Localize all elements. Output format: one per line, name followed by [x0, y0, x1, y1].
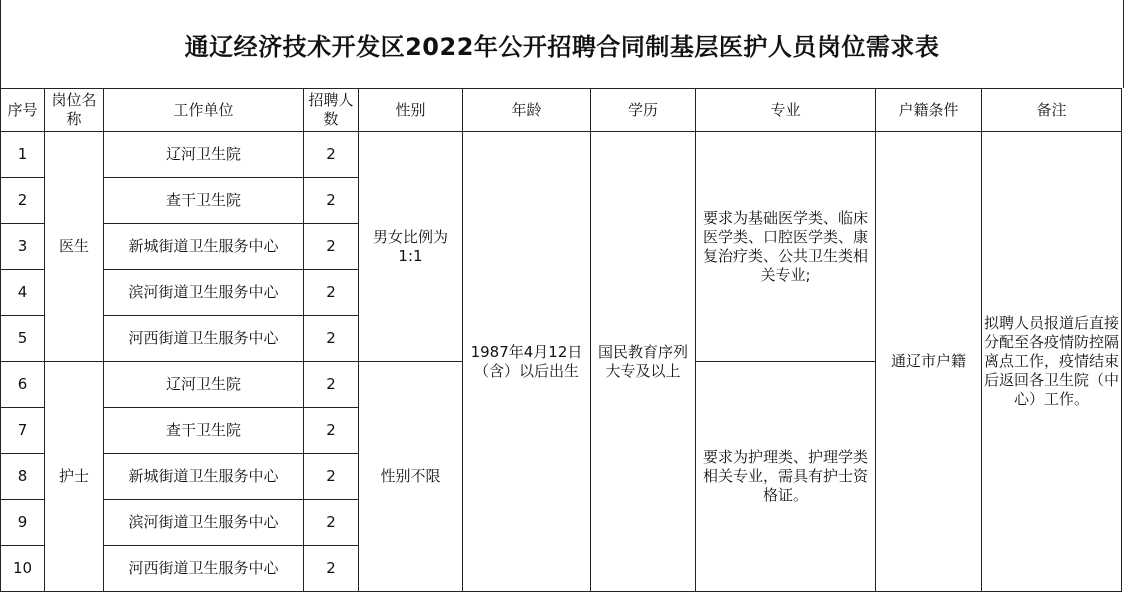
cell-seq: 4: [1, 270, 45, 316]
cell-count: 2: [304, 546, 359, 592]
cell-remark: 拟聘人员报道后直接分配至各疫情防控隔离点工作，疫情结束后返回各卫生院（中心）工作。: [982, 132, 1122, 592]
cell-count: 2: [304, 316, 359, 362]
position-requirements-table: [0, 88, 1122, 592]
cell-position-doctor: 医生: [45, 132, 104, 362]
cell-count: 2: [304, 454, 359, 500]
cell-unit: 河西街道卫生服务中心: [104, 316, 304, 362]
cell-seq: 1: [1, 132, 45, 178]
header-education: 学历: [591, 89, 696, 132]
cell-major-doctor: 要求为基础医学类、临床医学类、口腔医学类、康复治疗类、公共卫生类相关专业;: [696, 132, 876, 362]
cell-gender-nurse: 性别不限: [359, 362, 463, 592]
cell-seq: 6: [1, 362, 45, 408]
cell-unit: 辽河卫生院: [104, 362, 304, 408]
cell-count: 2: [304, 224, 359, 270]
cell-gender-doctor: 男女比例为1:1: [359, 132, 463, 362]
cell-unit: 查干卫生院: [104, 178, 304, 224]
header-major: 专业: [696, 89, 876, 132]
cell-seq: 8: [1, 454, 45, 500]
cell-seq: 10: [1, 546, 45, 592]
cell-age: 1987年4月12日（含）以后出生: [463, 132, 591, 592]
cell-count: 2: [304, 178, 359, 224]
header-position: 岗位名称: [45, 89, 104, 132]
header-remark: 备注: [982, 89, 1122, 132]
cell-count: 2: [304, 270, 359, 316]
cell-count: 2: [304, 500, 359, 546]
cell-education: 国民教育序列大专及以上: [591, 132, 696, 592]
page-title: 通辽经济技术开发区2022年公开招聘合同制基层医护人员岗位需求表: [0, 0, 1124, 88]
header-row: [1, 89, 1122, 132]
cell-seq: 5: [1, 316, 45, 362]
cell-unit: 滨河街道卫生服务中心: [104, 270, 304, 316]
cell-unit: 新城街道卫生服务中心: [104, 454, 304, 500]
header-gender: 性别: [359, 89, 463, 132]
cell-unit: 滨河街道卫生服务中心: [104, 500, 304, 546]
cell-count: 2: [304, 408, 359, 454]
cell-hukou: 通辽市户籍: [876, 132, 982, 592]
cell-count: 2: [304, 132, 359, 178]
cell-major-nurse: 要求为护理类、护理学类相关专业，需具有护士资格证。: [696, 362, 876, 592]
cell-seq: 2: [1, 178, 45, 224]
cell-unit: 辽河卫生院: [104, 132, 304, 178]
header-age: 年龄: [463, 89, 591, 132]
cell-unit: 查干卫生院: [104, 408, 304, 454]
cell-seq: 7: [1, 408, 45, 454]
header-count: 招聘人数: [304, 89, 359, 132]
header-hukou: 户籍条件: [876, 89, 982, 132]
table-row: [1, 132, 1122, 178]
cell-count: 2: [304, 362, 359, 408]
cell-seq: 9: [1, 500, 45, 546]
cell-position-nurse: 护士: [45, 362, 104, 592]
cell-unit: 河西街道卫生服务中心: [104, 546, 304, 592]
cell-unit: 新城街道卫生服务中心: [104, 224, 304, 270]
header-unit: 工作单位: [104, 89, 304, 132]
cell-seq: 3: [1, 224, 45, 270]
header-seq: 序号: [1, 89, 45, 132]
